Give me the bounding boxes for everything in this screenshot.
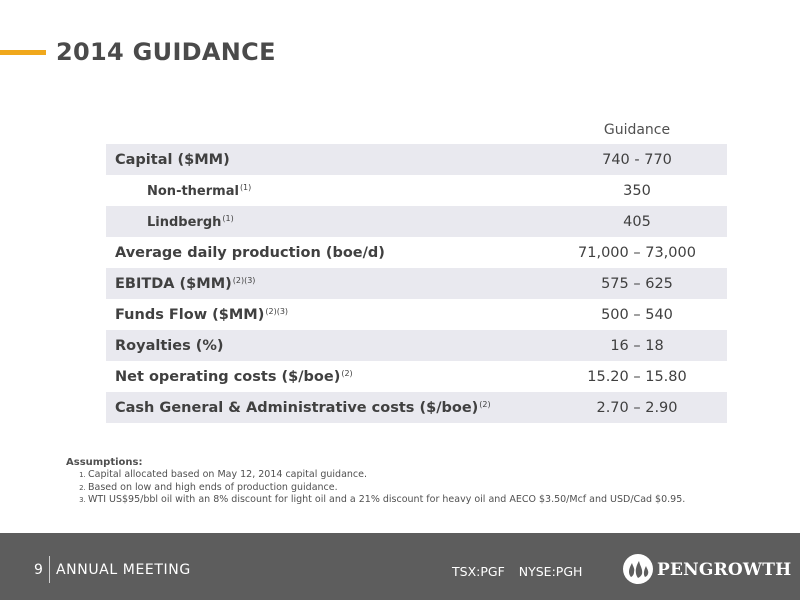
- row-value: 16 – 18: [547, 330, 727, 361]
- ticker-tsx: TSX:PGF: [452, 564, 505, 579]
- ticker-nyse: NYSE:PGH: [518, 564, 583, 579]
- assumptions-section: [66, 457, 685, 507]
- footnote-ref: (1): [222, 213, 234, 223]
- row-label: [106, 361, 547, 392]
- footnote-ref: (2): [341, 368, 353, 378]
- table-row: [106, 144, 727, 175]
- assumptions-list: [66, 469, 685, 507]
- table-row: [106, 237, 727, 268]
- row-label-text: Net operating costs ($/boe): [115, 368, 341, 385]
- footnote-ref: (2)(3): [265, 306, 289, 316]
- row-label-text: Capital ($MM): [115, 151, 230, 168]
- row-value: 15.20 – 15.80: [587, 368, 687, 385]
- footnote-ref: (2): [479, 399, 491, 409]
- row-value: 740 - 770: [547, 144, 727, 175]
- page-number: 9: [34, 562, 43, 578]
- guidance-table: [106, 144, 727, 423]
- footer-divider: [49, 556, 50, 583]
- row-label-text: Funds Flow ($MM): [115, 306, 265, 323]
- row-label: [106, 330, 547, 361]
- assumption-item: 2. Based on low and high ends of production guidance.: [88, 482, 685, 495]
- row-label-text: Cash General & Administrative costs ($/boe): [115, 399, 479, 416]
- table-row: [106, 361, 727, 392]
- assumptions-heading: Assumptions:: [66, 457, 143, 468]
- flame-drops-icon: [622, 553, 654, 585]
- table-row: [106, 392, 727, 423]
- row-value: 500 – 540: [601, 306, 673, 323]
- guidance-column-header: Guidance: [603, 122, 671, 138]
- row-value: 405: [547, 206, 727, 237]
- row-label: [106, 268, 547, 299]
- assumption-item: 3. WTI US$95/bbl oil with an 8% discount for light oil and a 21% discount for heavy oil and AECO $3.50/Mcf and USD/Cad $0.95.: [88, 494, 685, 507]
- table-row: [106, 330, 727, 361]
- table-row: [106, 299, 727, 330]
- brand-logo-text: PENGROWTH: [657, 560, 792, 580]
- row-value: 71,000 – 73,000: [578, 244, 696, 261]
- row-label: [106, 144, 547, 175]
- table-row: [106, 206, 727, 237]
- ticker-symbols: [452, 564, 582, 579]
- row-label-text: EBITDA ($MM): [115, 275, 232, 292]
- row-label-text: Non-thermal: [147, 183, 239, 199]
- row-label: [106, 237, 547, 268]
- row-value: 350: [623, 182, 651, 199]
- title-accent-bar: [0, 50, 46, 55]
- slide-title: 2014 GUIDANCE: [56, 38, 276, 66]
- row-label: [106, 299, 547, 330]
- table-row: [106, 268, 727, 299]
- row-label: [106, 392, 547, 423]
- footnote-ref: (2)(3): [232, 275, 256, 285]
- row-label-text: Royalties (%): [115, 337, 224, 354]
- assumption-item: 1. Capital allocated based on May 12, 2014 capital guidance.: [88, 469, 685, 482]
- table-row: [106, 175, 727, 206]
- row-label: [106, 175, 547, 206]
- row-value: 575 – 625: [547, 268, 727, 299]
- event-name: ANNUAL MEETING: [56, 562, 191, 578]
- row-label-text: Average daily production (boe/d): [115, 244, 385, 261]
- row-label-text: Lindbergh: [147, 214, 222, 230]
- row-label: [106, 206, 547, 237]
- row-value: 2.70 – 2.90: [547, 392, 727, 423]
- footnote-ref: (1): [239, 182, 252, 192]
